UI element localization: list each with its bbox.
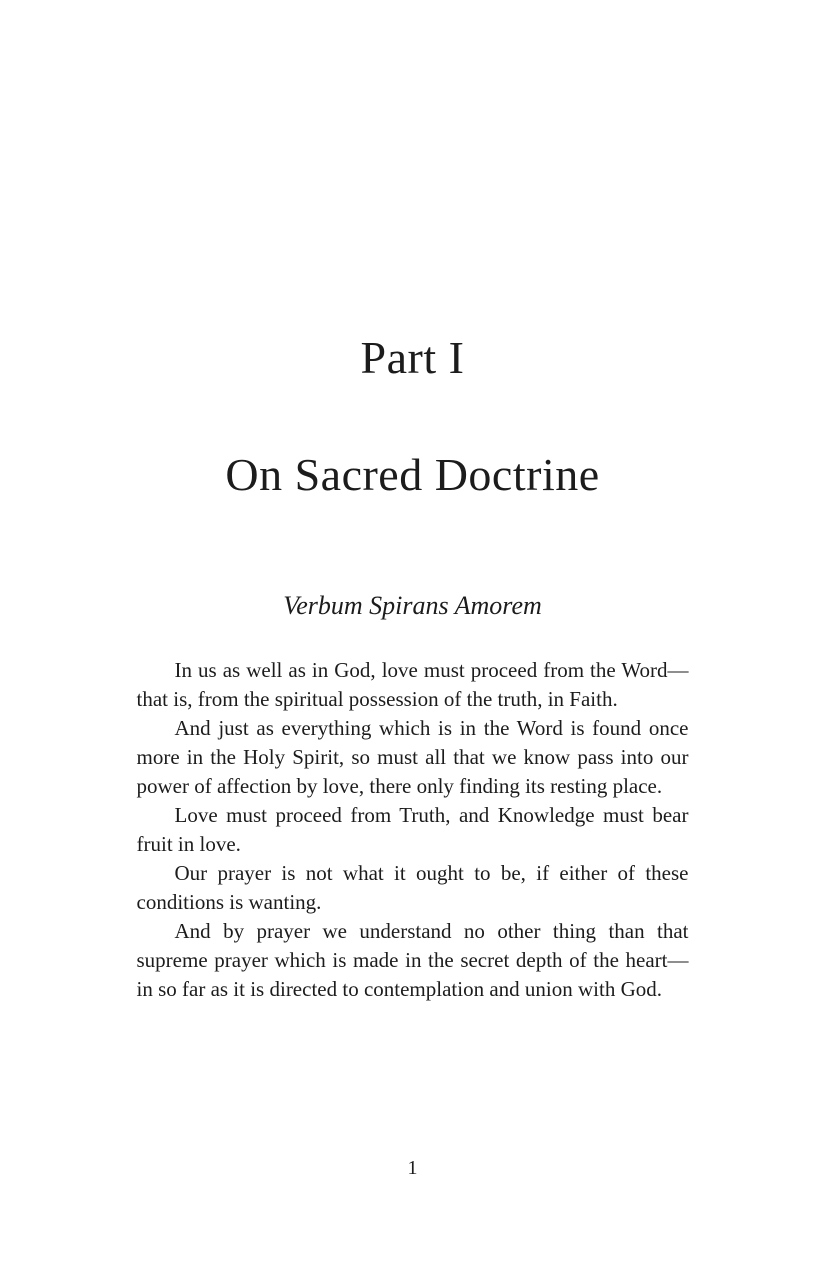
- paragraph: And just as everything which is in the Word is found once more in the Holy Spirit, so must all that we know pass into our power of affection by love, there only finding its resting place.: [136, 715, 689, 798]
- body-text: [137, 656, 689, 1004]
- chapter-subtitle: Verbum Spirans Amorem: [283, 591, 542, 621]
- paragraph: In us as well as in God, love must proceed from the Word—that is, from the spiritual possession of the truth, in Faith.: [136, 657, 689, 711]
- part-title: Part I: [360, 332, 465, 383]
- paragraph: Our prayer is not what it ought to be, if either of these conditions is wanting.: [136, 860, 689, 914]
- paragraph: And by prayer we understand no other thing than that supreme prayer which is made in the secret depth of the heart—in so far as it is directed to contemplation and union with God.: [136, 918, 689, 1001]
- chapter-title: On Sacred Doctrine: [225, 449, 600, 501]
- paragraph: Love must proceed from Truth, and Knowledge must bear fruit in love.: [136, 802, 689, 856]
- page-number: 1: [407, 1157, 418, 1179]
